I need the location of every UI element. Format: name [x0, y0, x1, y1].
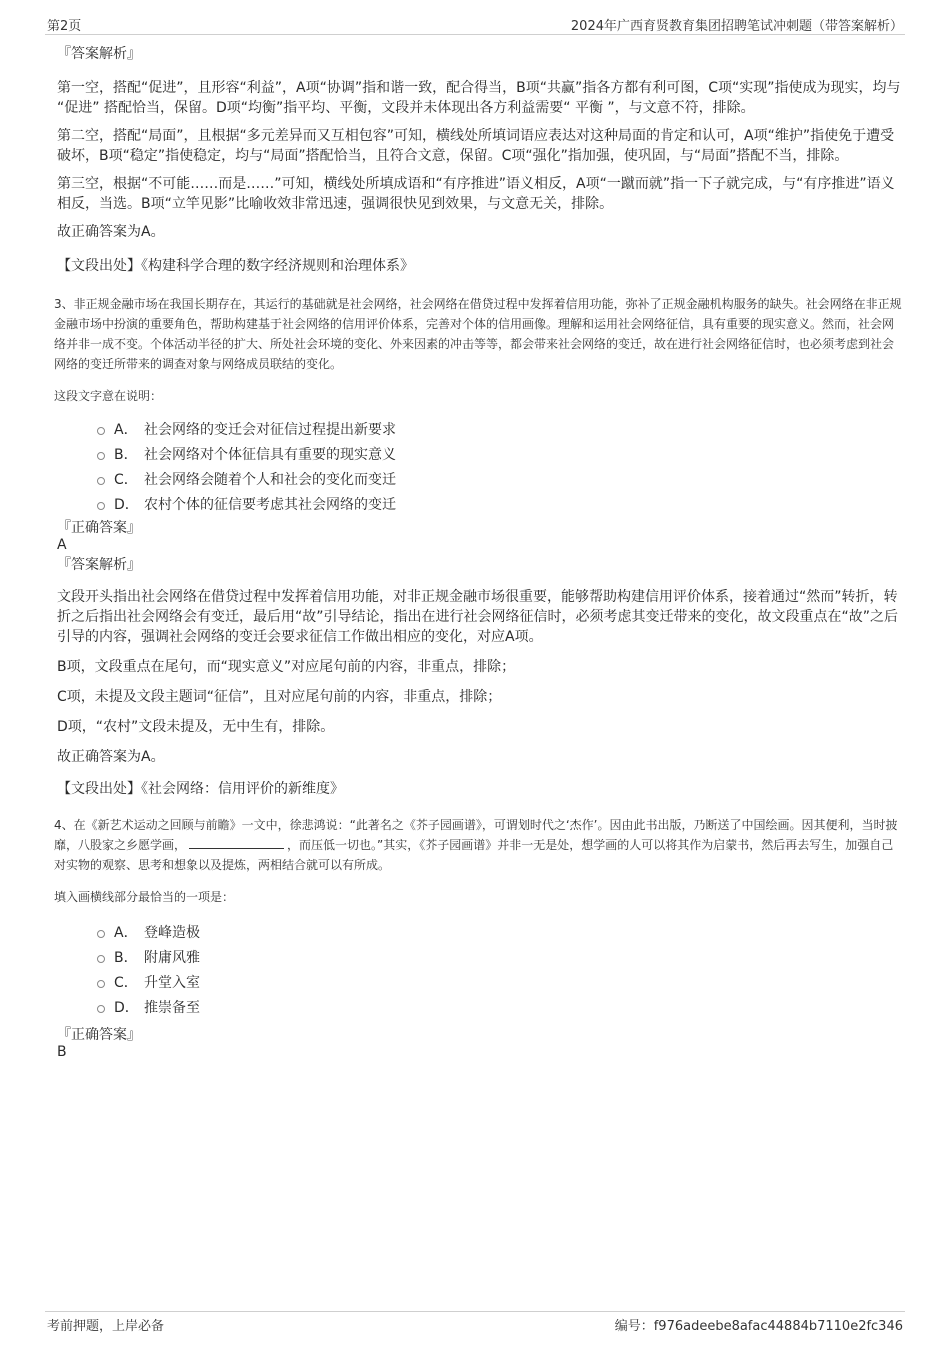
analysis-paragraph: 文段开头指出社会网络在借贷过程中发挥着信用功能，对非正规金融市场很重要，能够帮助构建信用评价体系，接着通过“然而”转折，转折之后指出社会网络会有变迁，最后用“故”引导结论，指出在进行社会网络征信时，必须考虑其变迁带来的变化，故文段重点在“故”之后引导的内容，强调社会网络的变迁会要求征信工作做出相应的变化，对应A项。 — [57, 589, 899, 645]
document-code: 编号：f976adeebe8afac44884b7110e2fc346 — [614, 1319, 903, 1334]
source-citation: 【文段出处】《社会网络：信用评价的新维度》 — [57, 781, 344, 797]
fill-blank — [189, 836, 284, 849]
analysis-paragraph: B项，文段重点在尾句，而“现实意义”对应尾句前的内容，非重点，排除； — [57, 659, 516, 675]
radio-icon[interactable] — [97, 1005, 105, 1013]
radio-icon[interactable] — [97, 477, 105, 485]
source-citation: 【文段出处】《构建科学合理的数字经济规则和治理体系》 — [57, 258, 414, 274]
page-footer — [45, 1311, 905, 1336]
answer-conclusion: 故正确答案为A。 — [57, 749, 165, 765]
analysis-label: 『答案解析』 — [57, 557, 141, 573]
question-prompt: 填入画横线部分最恰当的一项是： — [54, 890, 235, 904]
option-list — [57, 921, 903, 1021]
question-stem: 4、在《新艺术运动之回顾与前瞻》一文中，徐悲鸿说：“此著名之《芥子园画谱》，可谓划时代之‘杰作’。因由此书出版，乃断送了中国绘画。因其便利，当时披靡，八股家之乡愿学画， ，而压低一切也。”其实，《芥子园画谱》并非一无是处，想学画的人可以将其作为启蒙书，然后再去写生，加强自己对实物的观察、思考和想象以及提炼，两相结合就可以有所成。 — [54, 818, 898, 872]
page-number: 第2页 — [47, 19, 82, 34]
page-header — [45, 14, 905, 35]
question-prompt: 这段文字意在说明： — [54, 389, 163, 403]
document-title: 2024年广西育贤教育集团招聘笔试冲刺题（带答案解析） — [570, 19, 903, 34]
radio-icon[interactable] — [97, 427, 105, 435]
option-a[interactable]: A． 社会网络的变迁会对征信过程提出新要求 — [57, 418, 903, 443]
option-a[interactable]: A． 登峰造极 — [57, 921, 903, 946]
analysis-paragraph: C项，未提及文段主题词“征信”，且对应尾句前的内容，非重点，排除； — [57, 689, 502, 705]
correct-answer-label: 『正确答案』 — [57, 1027, 141, 1043]
page-content — [54, 44, 903, 1061]
radio-icon[interactable] — [97, 452, 105, 460]
footer-slogan: 考前押题，上岸必备 — [47, 1319, 165, 1334]
option-c[interactable]: C． 社会网络会随着个人和社会的变化而变迁 — [57, 468, 903, 493]
option-b[interactable]: B． 附庸风雅 — [57, 946, 903, 971]
radio-icon[interactable] — [97, 955, 105, 963]
analysis-paragraph: 第一空，搭配“促进”，且形容“利益”，A项“协调”指和谐一致，配合得当，B项“共赢”指各方都有利可图，C项“实现”指使成为现实，均与 “促进” 搭配恰当，保留。D项“均衡”指平均、平衡，文段并未体现出各方利益需要“ 平衡 ”，与文意不符，排除。 — [57, 80, 901, 116]
correct-answer-label: 『正确答案』 — [57, 520, 141, 536]
option-list — [57, 418, 903, 518]
correct-answer: A — [57, 537, 67, 553]
analysis-label: 『答案解析』 — [57, 46, 141, 62]
option-b[interactable]: B． 社会网络对个体征信具有重要的现实意义 — [57, 443, 903, 468]
correct-answer: B — [57, 1044, 67, 1060]
option-d[interactable]: D． 农村个体的征信要考虑其社会网络的变迁 — [57, 493, 903, 518]
analysis-paragraph: 第二空，搭配“局面”，且根据“多元差异而又互相包容”可知，横线处所填词语应表达对这种局面的肯定和认可，A项“维护”指使免于遭受破坏，B项“稳定”指使稳定，均与“局面”搭配恰当，且符合文意，保留。C项“强化”指加强，使巩固，与“局面”搭配不当，排除。 — [57, 128, 895, 164]
option-c[interactable]: C． 升堂入室 — [57, 971, 903, 996]
analysis-paragraph: 第三空，根据“不可能……而是……”可知，横线处所填成语和“有序推进”语义相反，A项“一蹴而就”指一下子就完成，与“有序推进”语义相反，当选。B项“立竿见影”比喻收效非常迅速，强调很快见到效果，与文意无关，排除。 — [57, 176, 895, 212]
option-d[interactable]: D． 推崇备至 — [57, 996, 903, 1021]
radio-icon[interactable] — [97, 980, 105, 988]
radio-icon[interactable] — [97, 502, 105, 510]
radio-icon[interactable] — [97, 930, 105, 938]
question-stem: 3、非正规金融市场在我国长期存在，其运行的基础就是社会网络，社会网络在借贷过程中发挥着信用功能，弥补了正规金融机构服务的缺失。社会网络在非正规金融市场中扮演的重要角色，帮助构建基于社会网络的信用评价体系，完善对个体的信用画像。理解和运用社会网络征信，具有重要的现实意义。然而，社会网络并非一成不变。个体活动半径的扩大、所处社会环境的变化、外来因素的冲击等等，都会带来社会网络的变迁，故在进行社会网络征信时，也必须考虑到社会网络的变迁所带来的调查对象与网络成员联结的变化。 — [54, 297, 902, 371]
analysis-paragraph: D项，“农村”文段未提及，无中生有，排除。 — [57, 719, 335, 735]
answer-conclusion: 故正确答案为A。 — [57, 224, 165, 240]
